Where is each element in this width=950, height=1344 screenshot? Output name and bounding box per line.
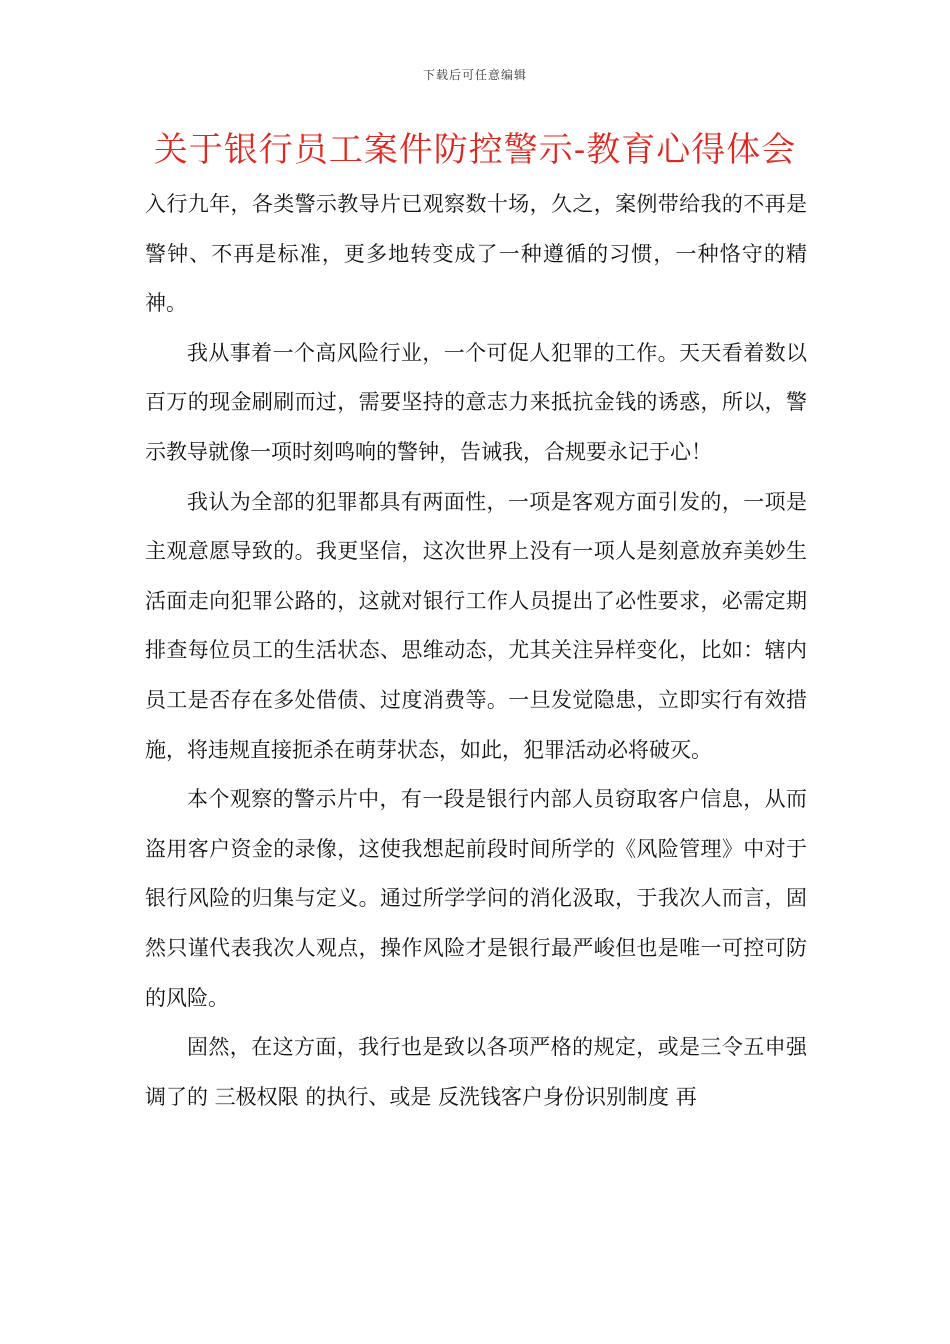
document-body: [145, 180, 807, 1122]
paragraph-1: 入行九年，各类警示教导片已观察数十场，久之，案例带给我的不再是警钟、不再是标准，更多地转变成了一种遵循的习惯，一种恪守的精神。: [145, 192, 807, 316]
paragraph-3: 我认为全部的犯罪都具有两面性，一项是客观方面引发的，一项是主观意愿导致的。我更坚信，这次世界上没有一项人是刻意放弃美妙生活面走向犯罪公路的，这就对银行工作人员提出了必性要求，必需定期排查每位员工的生活状态、思维动态，尤其关注异样变化，比如：辖内员工是否存在多处借债、过度消费等。一旦发觉隐患，立即实行有效措施，将违规直接扼杀在萌芽状态，如此，犯罪活动必将破灭。: [145, 489, 807, 762]
paragraph-5: 固然，在这方面，我行也是致以各项严格的规定，或是三令五申强调了的 三极权限 的执行、或是 反洗钱客户身份识别制度 再: [145, 1035, 807, 1109]
paragraph-2: 我从事着一个高风险行业，一个可促人犯罪的工作。天天看着数以百万的现金刷刷而过，需要坚持的意志力来抵抗金钱的诱惑，所以，警示教导就像一项时刻鸣响的警钟，告诫我，合规要永记于心！: [145, 340, 807, 464]
paragraph-4: 本个观察的警示片中，有一段是银行内部人员窃取客户信息，从而盗用客户资金的录像，这使我想起前段时间所学的《风险管理》中对于银行风险的归集与定义。通过所学学问的消化汲取，于我次人而言，固然只谨代表我次人观点，操作风险才是银行最严峻但也是唯一可控可防的风险。: [145, 787, 807, 1010]
header-note: 下载后可任意编辑: [422, 68, 527, 82]
document-title: 关于银行员工案件防控警示-教育心得体会: [153, 130, 797, 170]
